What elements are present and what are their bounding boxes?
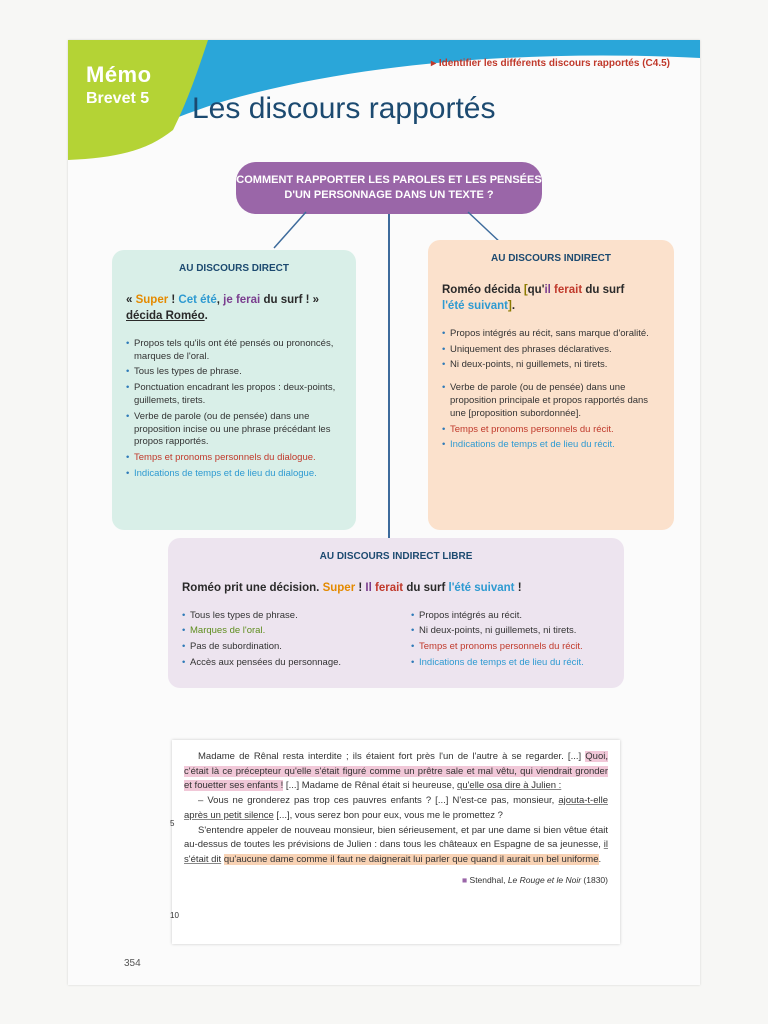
badge-line1: Mémo	[86, 62, 152, 87]
list-item: • Marques de l'oral.	[182, 625, 381, 638]
list-item: • Temps et pronoms personnels du récit.	[442, 424, 660, 437]
page-number: 354	[124, 958, 141, 969]
badge-line2: Brevet 5	[86, 90, 150, 107]
list-item: • Propos intégrés au récit.	[411, 610, 610, 623]
indirect-list-1	[442, 328, 660, 372]
list-item: • Ponctuation encadrant les propos : deux-points, guillemets, tirets.	[126, 382, 342, 408]
excerpt-paragraph-2: – Vous ne gronderez pas trop ces pauvres enfants ? [...] N'est-ce pas, monsieur, ajouta-t-elle après un petit silence [...], vous serez bon pour eux, vous me le promettez ?	[184, 795, 608, 821]
question-bubble: COMMENT RAPPORTER LES PAROLES ET LES PENSÉES D'UN PERSONNAGE DANS UN TEXTE ?	[236, 162, 542, 214]
list-item: • Uniquement des phrases déclaratives.	[442, 344, 660, 357]
direct-heading: AU DISCOURS DIRECT	[178, 263, 289, 274]
page-title: Les discours rapportés	[192, 92, 496, 125]
line-number: 10	[170, 911, 179, 920]
list-item: • Ni deux-points, ni guillemets, ni tirets.	[442, 359, 660, 372]
list-item: • Tous les types de phrase.	[182, 610, 381, 623]
list-item: • Indications de temps et de lieu du récit.	[411, 657, 610, 670]
memo-badge	[86, 62, 152, 108]
list-item: • Accès aux pensées du personnage.	[182, 657, 381, 670]
list-item: • Temps et pronoms personnels du dialogue.	[126, 452, 342, 465]
libre-columns	[182, 610, 610, 683]
list-item: • Ni deux-points, ni guillemets, ni tirets.	[411, 625, 610, 638]
list-item: • Temps et pronoms personnels du récit.	[411, 641, 610, 654]
libre-list-right	[411, 610, 610, 673]
excerpt-paragraph-3: S'entendre appeler de nouveau monsieur, bien sérieusement, et par une dame si bien vêtue était au-dessus de toutes les prévisions de Julien : dans tous les châteaux en Espagne de sa jeunesse, il s'était dit qu'aucune dame comme il faut ne daignerait lui parler que quand il aurait un bel uniforme.	[184, 824, 608, 866]
direct-example: « Super ! Cet été, je ferai du surf ! » décida Roméo.	[126, 293, 320, 322]
box-discours-indirect	[428, 240, 674, 530]
indirect-list-2	[442, 382, 660, 452]
competence-label: ▸ Identifier les différents discours rapportés (C4.5)	[431, 58, 670, 69]
libre-heading: AU DISCOURS INDIRECT LIBRE	[319, 551, 473, 562]
list-item: • Verbe de parole (ou de pensée) dans une proposition incise ou une phrase précédant les propos rapportés.	[126, 411, 342, 449]
excerpt-paragraph-1: Madame de Rênal resta interdite ; ils étaient fort près l'un de l'autre à se regarder. [...] Quoi, c'était là ce précepteur qu'elle s'était figuré comme un prêtre sale et mal vêtu, qui viendrait gronder et fouetter ses enfants ! [...] Madame de Rênal était si heureuse, qu'elle osa dire à Julien :	[184, 751, 608, 792]
list-item: • Propos tels qu'ils ont été pensés ou prononcés, marques de l'oral.	[126, 338, 342, 364]
line-number: 5	[170, 819, 175, 828]
excerpt-source: ■ Stendhal, Le Rouge et le Noir (1830)	[462, 874, 608, 885]
connector-vertical	[388, 214, 390, 538]
libre-example: Roméo prit une décision. Super ! Il ferait du surf l'été suivant !	[182, 581, 522, 594]
list-item: • Pas de subordination.	[182, 641, 381, 654]
direct-list	[126, 338, 342, 481]
list-item: • Indications de temps et de lieu du dialogue.	[126, 468, 342, 481]
box-discours-direct	[112, 250, 356, 530]
list-item: • Propos intégrés au récit, sans marque d'oralité.	[442, 328, 660, 341]
list-item: • Tous les types de phrase.	[126, 366, 342, 379]
page	[68, 40, 700, 985]
indirect-heading: AU DISCOURS INDIRECT	[490, 253, 611, 264]
libre-list-left	[182, 610, 381, 673]
box-discours-indirect-libre	[168, 538, 624, 688]
literary-excerpt	[172, 740, 620, 944]
list-item: • Indications de temps et de lieu du récit.	[442, 439, 660, 452]
indirect-example: Roméo décida [qu'il ferait du surf l'été suivant].	[442, 283, 625, 312]
list-item: • Verbe de parole (ou de pensée) dans une proposition principale et propos rapportés dans une [proposition subordonnée].	[442, 382, 660, 420]
